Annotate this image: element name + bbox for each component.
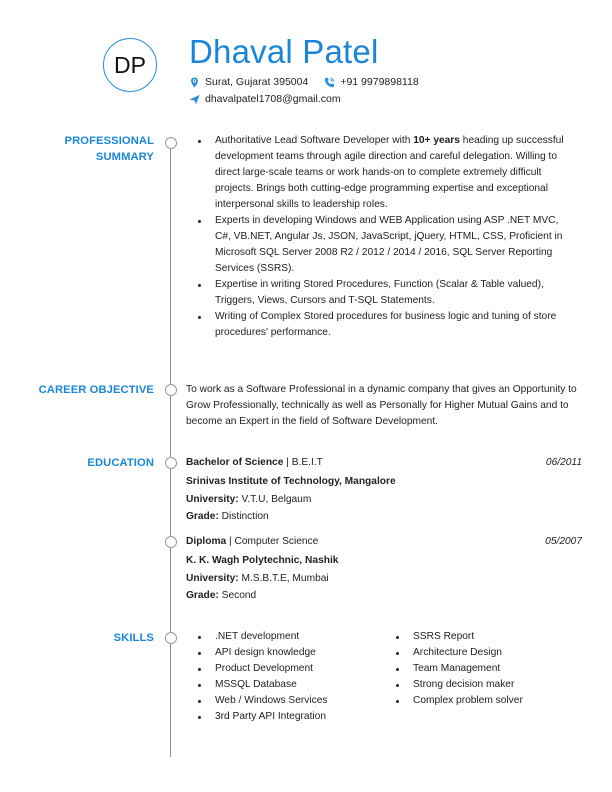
university-line: University: V.T.U, Belgaum xyxy=(186,494,312,505)
skill-item: Strong decision maker xyxy=(384,677,523,693)
skill-item: 3rd Party API Integration xyxy=(186,709,384,725)
education-date: 06/2011 xyxy=(545,457,582,468)
contact-row-1 xyxy=(189,76,435,88)
contact-phone xyxy=(324,76,418,88)
skills-column-2 xyxy=(384,629,523,725)
summary-bullet: Experts in developing Windows and WEB Application using ASP .NET MVC, C#, VB.NET, Angular Js, JSON, JavaScript, jQuery, HTML, CSS, Proficient in Microsoft SQL Server 2008 R2 / 2012 / 2014 / 2016, SQL Server Reporting Services (SSRS). xyxy=(186,213,576,277)
degree-line: Diploma | Computer Science 05/2007 xyxy=(186,532,582,551)
skill-item: SSRS Report xyxy=(384,629,523,645)
timeline-marker-education-2 xyxy=(165,536,177,548)
skills-column-1 xyxy=(186,629,384,725)
section-title-line: SUMMARY xyxy=(95,151,154,163)
section-title-education: EDUCATION xyxy=(87,457,154,469)
education-entry-1 xyxy=(186,453,582,525)
summary-content xyxy=(186,133,576,341)
contact-email xyxy=(189,93,341,105)
institute-line: Srinivas Institute of Technology, Mangalore xyxy=(186,476,396,487)
skills-list xyxy=(186,629,523,725)
objective-text: To work as a Software Professional in a dynamic company that gives an Opportunity to Grow Professionally, technically as well as Personally for Higher Mutual Gains and to become an Expert in the field of Software Development. xyxy=(186,384,577,427)
skill-item: MSSQL Database xyxy=(186,677,384,693)
send-icon xyxy=(189,94,200,105)
contact-row-2 xyxy=(189,93,357,105)
section-title-career-objective: CAREER OBJECTIVE xyxy=(38,384,154,396)
email-text: dhavalpatel1708@gmail.com xyxy=(205,93,341,105)
section-title-professional-summary xyxy=(65,133,154,165)
grade-line: Grade: Second xyxy=(186,590,257,601)
section-title-line: PROFESSIONAL xyxy=(64,135,154,147)
skill-item: API design knowledge xyxy=(186,645,384,661)
timeline-marker-summary xyxy=(165,137,177,149)
skill-item: .NET development xyxy=(186,629,384,645)
education-date: 05/2007 xyxy=(545,536,582,547)
phone-icon xyxy=(324,77,335,88)
location-pin-icon xyxy=(189,77,200,88)
location-text: Surat, Gujarat 395004 xyxy=(205,76,309,88)
section-title-skills: SKILLS xyxy=(113,632,154,644)
degree-line: Bachelor of Science | B.E.I.T 06/2011 xyxy=(186,453,582,472)
candidate-name: Dhaval Patel xyxy=(189,33,379,70)
summary-bullets xyxy=(186,133,576,341)
skill-item: Product Development xyxy=(186,661,384,677)
education-entry-2 xyxy=(186,532,582,604)
initials-avatar: DP xyxy=(103,38,157,92)
timeline-marker-skills xyxy=(165,632,177,644)
contact-location xyxy=(189,76,308,88)
skill-item: Complex problem solver xyxy=(384,693,523,709)
summary-bullet: Authoritative Lead Software Developer with 10+ years heading up successful development teams through agile direction and careful delegation. Willing to direct large-scale teams or work hands-on to complete extremely difficult projects. Brings both cutting-edge programming expertise and exceptional interpersonal skills to leadership roles. xyxy=(186,133,576,213)
timeline-marker-education-1 xyxy=(165,457,177,469)
timeline-marker-objective xyxy=(165,384,177,396)
university-line: University: M.S.B.T.E, Mumbai xyxy=(186,573,329,584)
skill-item: Team Management xyxy=(384,661,523,677)
summary-bullet: Writing of Complex Stored procedures for business logic and tuning of store procedures' performance. xyxy=(186,309,576,341)
summary-bullet: Expertise in writing Stored Procedures, Function (Scalar & Table valued), Triggers, Views, Cursors and T-SQL Statements. xyxy=(186,277,576,309)
institute-line: K. K. Wagh Polytechnic, Nashik xyxy=(186,555,339,566)
skill-item: Architecture Design xyxy=(384,645,523,661)
timeline-line xyxy=(170,149,171,757)
phone-text: +91 9979898118 xyxy=(340,76,419,88)
skill-item: Web / Windows Services xyxy=(186,693,384,709)
grade-line: Grade: Distinction xyxy=(186,511,269,522)
